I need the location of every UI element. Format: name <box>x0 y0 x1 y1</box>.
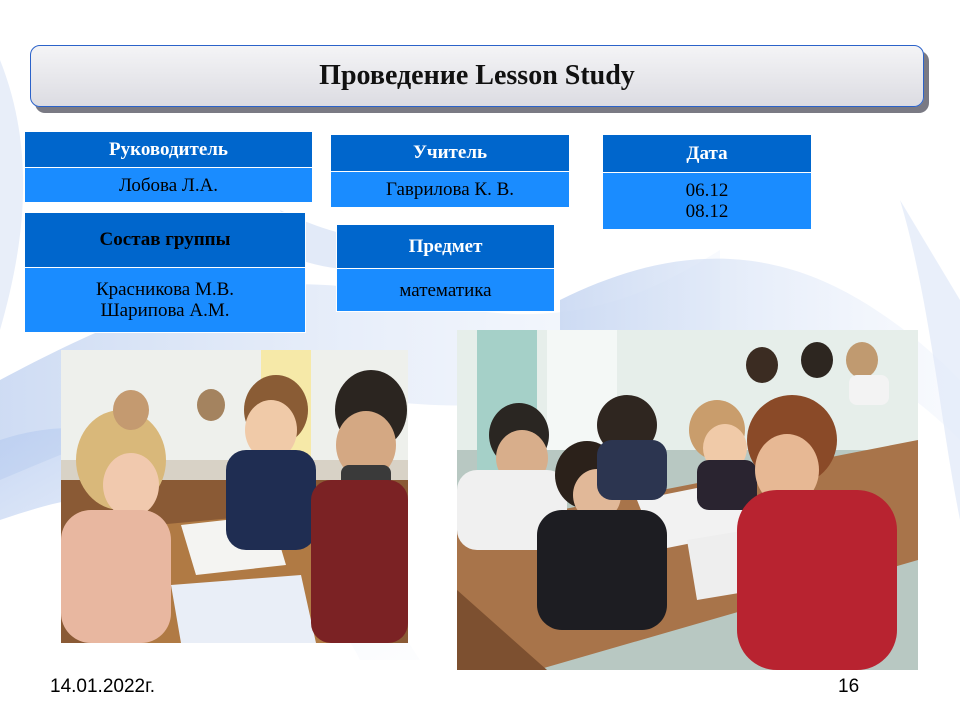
leader-value <box>25 168 312 202</box>
teacher-label: Учитель <box>331 135 569 172</box>
classroom-photo-icon <box>457 330 918 670</box>
slide-title: Проведение Lesson Study <box>319 60 635 91</box>
leader-name: Лобова Л.А. <box>118 174 219 196</box>
teacher-value <box>331 172 569 207</box>
leader-card <box>24 131 313 203</box>
photo-students-group-left <box>61 350 408 643</box>
leader-label: Руководитель <box>25 132 312 168</box>
group-label: Состав группы <box>25 213 305 268</box>
group-card <box>24 212 306 333</box>
subject-name: математика <box>399 279 492 301</box>
subject-label: Предмет <box>337 225 554 269</box>
photo-classroom-with-teacher-right <box>457 330 918 670</box>
teacher-name: Гаврилова К. В. <box>385 179 515 200</box>
date-value-2: 08.12 <box>685 201 729 222</box>
footer-date: 14.01.2022г. <box>50 676 155 697</box>
date-label: Дата <box>603 135 811 173</box>
group-member-2: Шарипова А.М. <box>100 300 230 321</box>
subject-value <box>337 269 554 311</box>
group-member-1: Красникова М.В. <box>95 279 235 300</box>
page-number: 16 <box>838 676 860 697</box>
classroom-photo-icon <box>61 350 408 643</box>
group-values <box>25 268 305 332</box>
date-card <box>602 134 812 230</box>
teacher-card <box>330 134 570 208</box>
date-value-1: 06.12 <box>685 180 729 201</box>
subject-card <box>336 224 555 312</box>
slide-title-bar <box>30 45 924 107</box>
date-values <box>603 173 811 229</box>
